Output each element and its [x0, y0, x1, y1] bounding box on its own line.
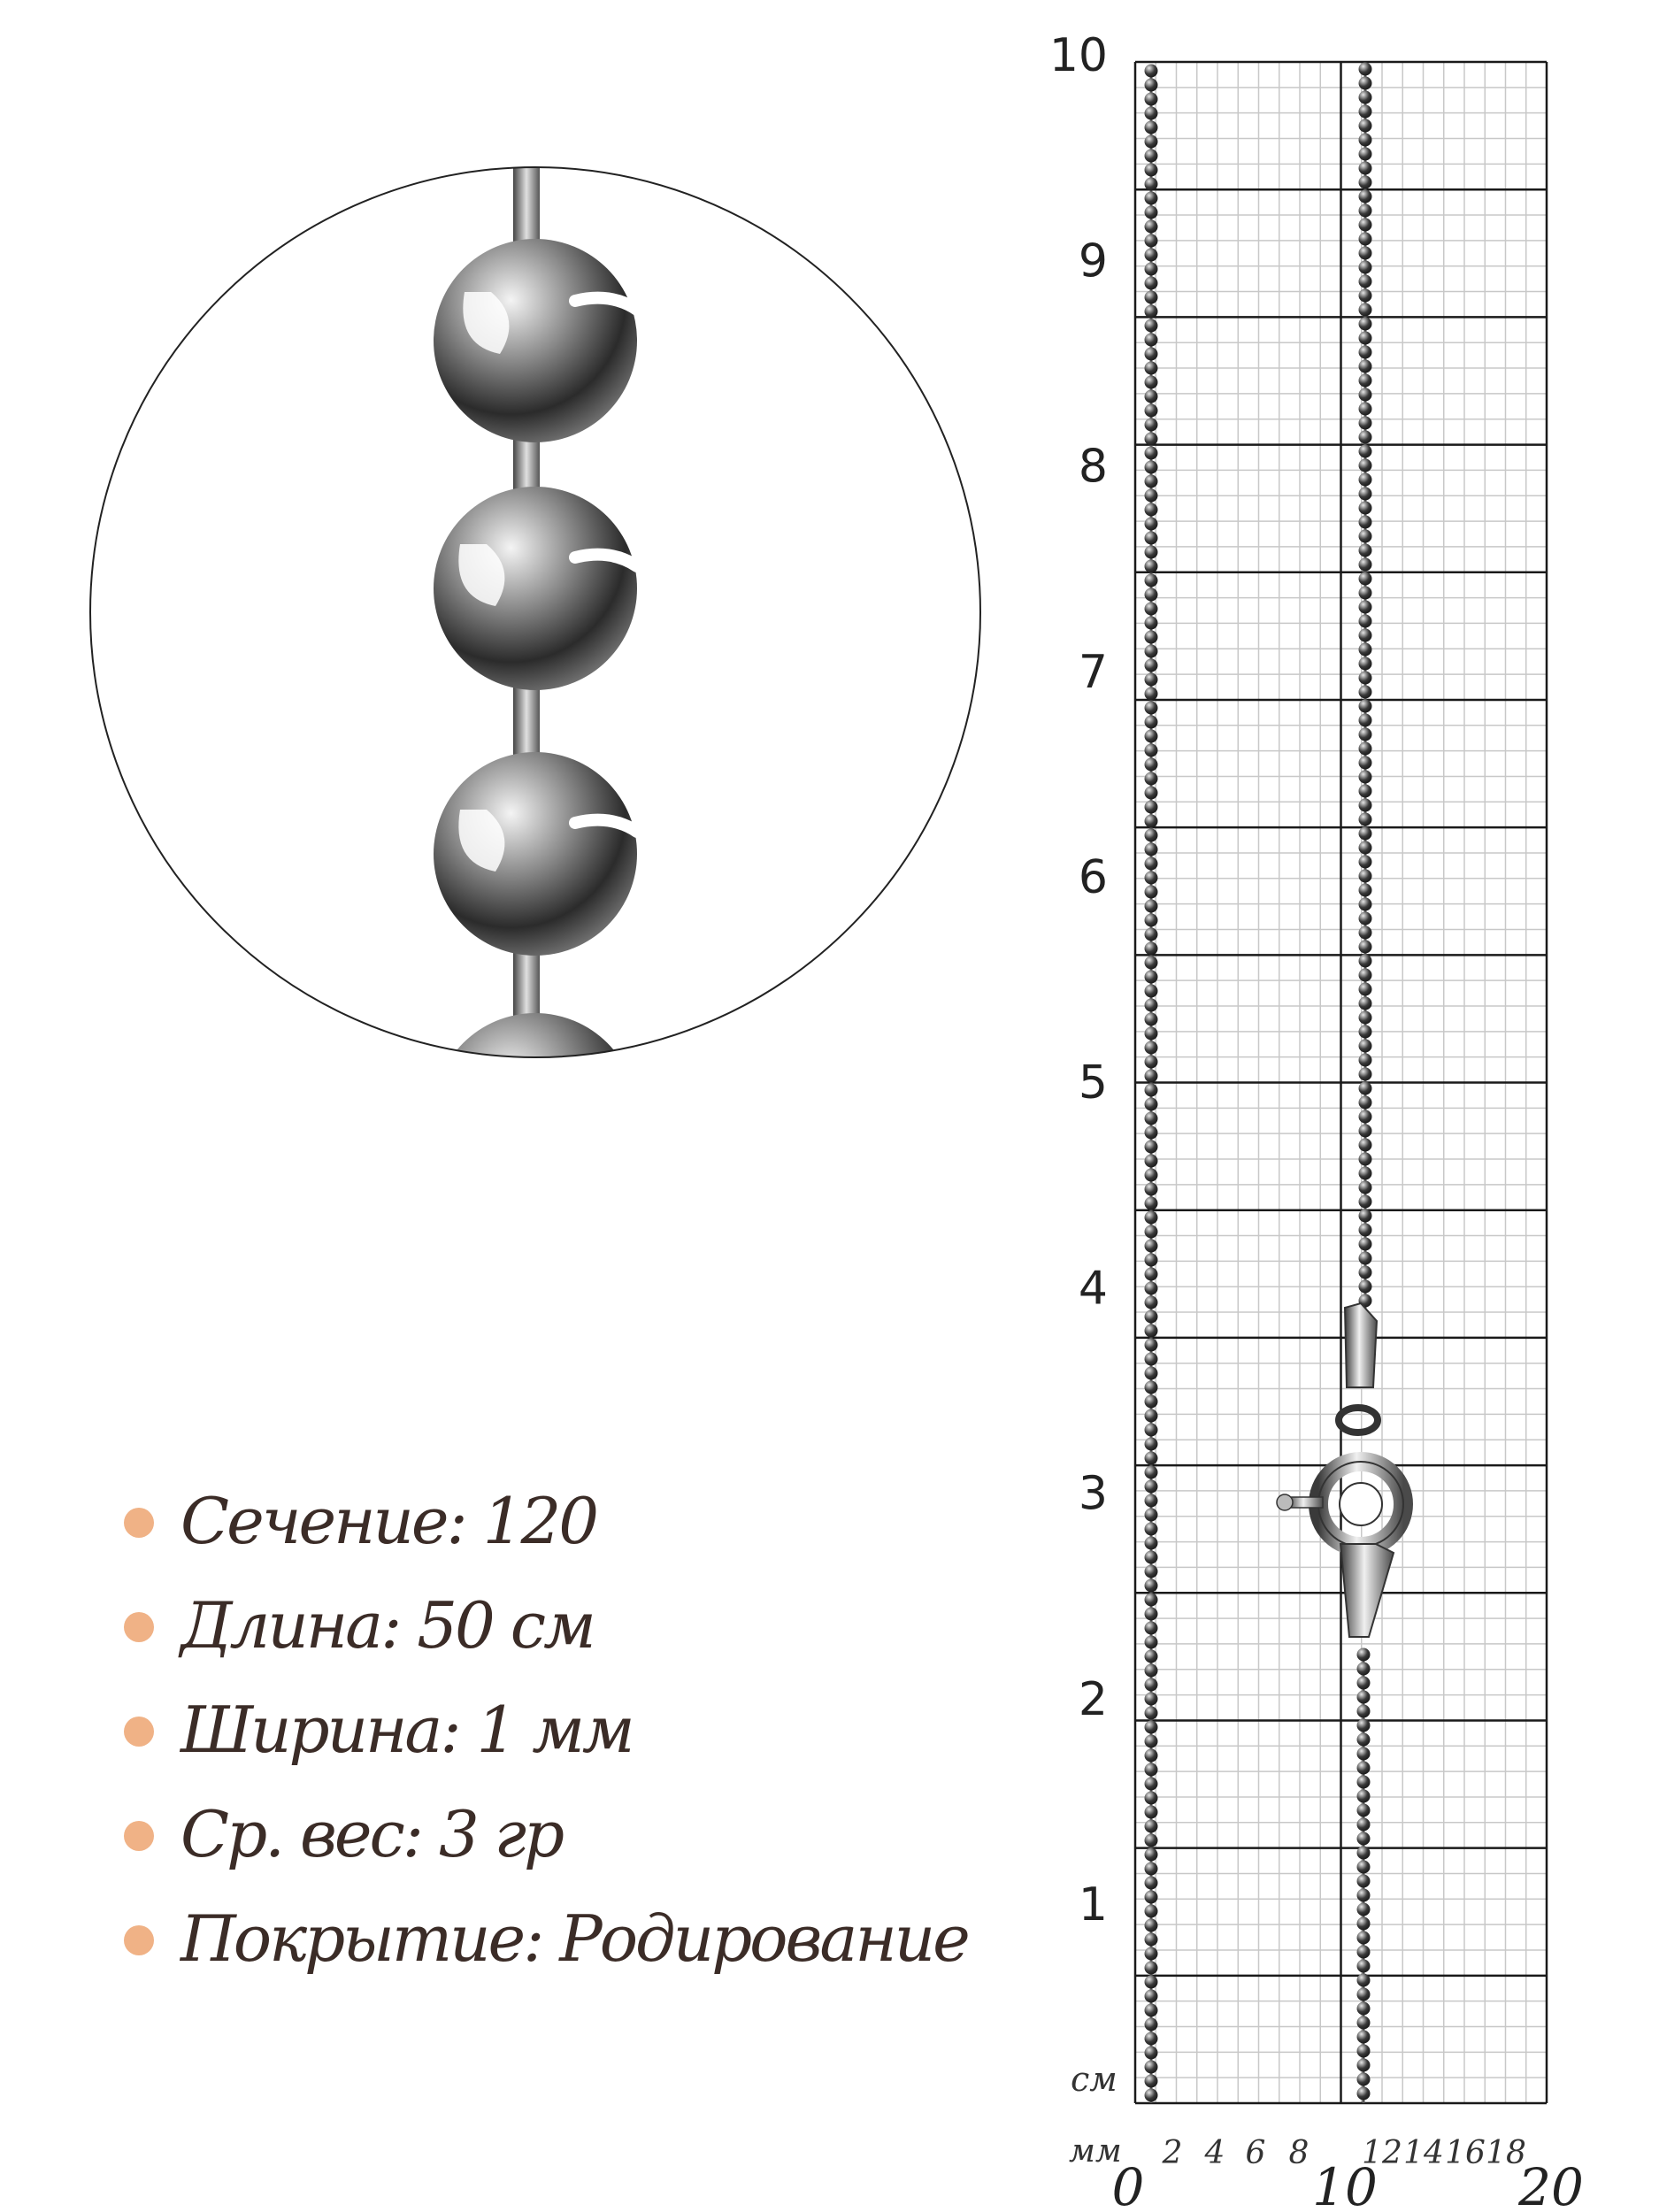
cm-tick-label: 4: [1078, 1262, 1108, 1316]
spec-list: [124, 1469, 991, 1991]
ruler-bottom-label: 10: [1312, 2157, 1378, 2212]
spec-value: 3 гр: [438, 1797, 563, 1871]
ruler-bottom-label: 20: [1518, 2157, 1584, 2212]
bullet-dot-icon: [124, 1612, 154, 1642]
bullet-dot-icon: [124, 1821, 154, 1851]
spec-label: Покрытие:: [180, 1901, 542, 1976]
spec-label: Длина:: [180, 1588, 400, 1663]
mm-tick-label: 8: [1288, 2135, 1310, 2171]
spec-item-weight: [124, 1782, 991, 1886]
cm-tick-label: 10: [1048, 29, 1108, 83]
cm-tick-label: 9: [1078, 234, 1108, 288]
spec-item-width: [124, 1678, 991, 1782]
spec-item-length: [124, 1573, 991, 1678]
spec-value: 1 мм: [476, 1693, 633, 1767]
mm-tick-label: 16: [1445, 2135, 1486, 2171]
cm-tick-label: 5: [1078, 1056, 1108, 1110]
cm-tick-label: 6: [1078, 851, 1108, 904]
mm-tick-label: 6: [1245, 2135, 1266, 2171]
cm-tick-label: 7: [1078, 645, 1108, 699]
ruler-bottom-label: 0: [1111, 2157, 1145, 2212]
spec-item-coating: [124, 1886, 991, 1991]
spec-label: Сечение:: [180, 1484, 465, 1558]
spec-label: Ширина:: [180, 1693, 459, 1767]
mm-tick-label: 2: [1162, 2135, 1183, 2171]
spec-label: Ср. вес:: [180, 1797, 422, 1871]
bullet-dot-icon: [124, 1508, 154, 1538]
mm-tick-label: 14: [1403, 2135, 1444, 2171]
cm-tick-label: 3: [1078, 1467, 1108, 1521]
mm-tick-label: 18: [1486, 2135, 1526, 2171]
mm-tick-label: 12: [1362, 2135, 1402, 2171]
spec-item-section: [124, 1469, 991, 1573]
cm-tick-label: 8: [1078, 440, 1108, 494]
spec-value: 120: [482, 1484, 597, 1558]
bullet-dot-icon: [124, 1925, 154, 1955]
unit-mm-label: мм: [1069, 2133, 1122, 2170]
spec-value: 50 см: [417, 1588, 594, 1663]
cm-tick-label: 1: [1078, 1878, 1108, 1932]
cm-tick-label: 2: [1078, 1672, 1108, 1726]
unit-cm-label: см: [1071, 2060, 1118, 2099]
mm-tick-label: 4: [1204, 2135, 1225, 2171]
bullet-dot-icon: [124, 1717, 154, 1747]
spec-value: Родирование: [559, 1901, 968, 1976]
